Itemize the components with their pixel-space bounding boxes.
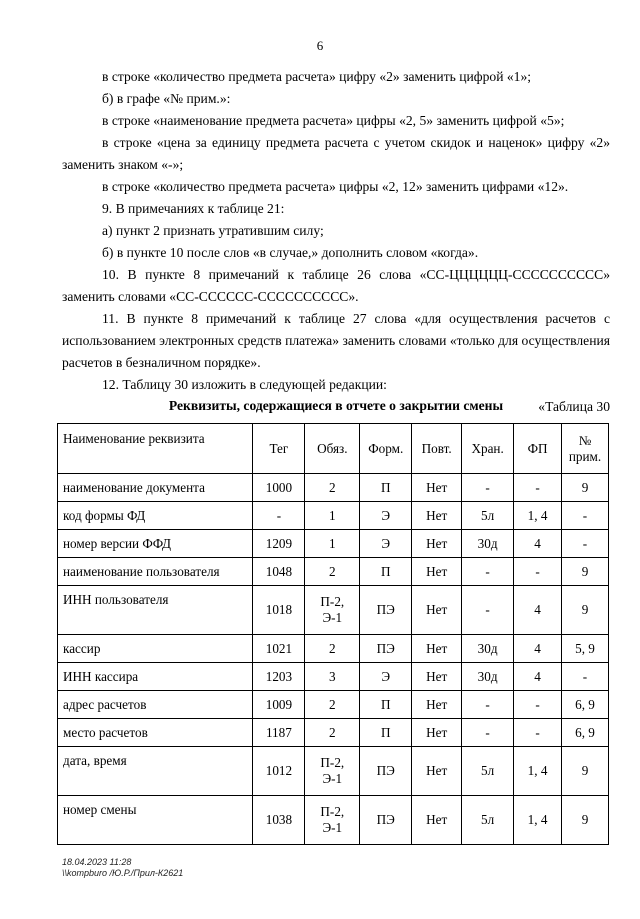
table-reference: «Таблица 30 <box>538 399 610 414</box>
table-cell: 1209 <box>253 530 305 558</box>
table-cell: 1, 4 <box>514 502 562 530</box>
table-cell: П <box>360 558 412 586</box>
column-header: Хран. <box>462 424 514 474</box>
table-cell: ПЭ <box>360 747 412 796</box>
paragraph: 12. Таблицу 30 изложить в следующей редакции: <box>102 377 387 392</box>
table-cell: адрес расчетов <box>58 691 253 719</box>
table-cell: дата, время <box>58 747 253 796</box>
table-cell: - <box>514 719 562 747</box>
table-cell: 1038 <box>253 796 305 845</box>
table-cell: 1 <box>305 530 360 558</box>
table-cell: Нет <box>412 796 462 845</box>
table-row <box>58 502 609 530</box>
table-title: Реквизиты, содержащиеся в отчете о закрытии смены <box>168 398 504 413</box>
table-row <box>58 796 609 845</box>
table-cell: 1187 <box>253 719 305 747</box>
footer-date: 18.04.2023 11:28 <box>62 857 132 867</box>
table-cell: Э <box>360 530 412 558</box>
table-cell: П <box>360 691 412 719</box>
table-cell: Нет <box>412 502 462 530</box>
table-cell: кассир <box>58 635 253 663</box>
table-cell: 1000 <box>253 474 305 502</box>
table-cell: 9 <box>561 796 608 845</box>
table-cell: 9 <box>561 747 608 796</box>
table-cell: Нет <box>412 530 462 558</box>
table-cell: П <box>360 474 412 502</box>
table-cell: 30д <box>462 663 514 691</box>
table-cell: ПЭ <box>360 796 412 845</box>
column-header: № прим. <box>561 424 608 474</box>
table-cell: 9 <box>561 558 608 586</box>
table-cell: - <box>561 530 608 558</box>
table-cell: 1012 <box>253 747 305 796</box>
table-cell: Нет <box>412 474 462 502</box>
table-cell: - <box>462 719 514 747</box>
table-cell: - <box>514 558 562 586</box>
column-header: Обяз. <box>305 424 360 474</box>
column-header: ФП <box>514 424 562 474</box>
table-cell: 4 <box>514 530 562 558</box>
table-cell: Нет <box>412 747 462 796</box>
table-row <box>58 747 609 796</box>
table-cell: наименование пользователя <box>58 558 253 586</box>
table-row <box>58 691 609 719</box>
table-cell: 1, 4 <box>514 796 562 845</box>
table-cell: 2 <box>305 474 360 502</box>
paragraph: 9. В примечаниях к таблице 21: <box>102 201 285 216</box>
table-cell: 4 <box>514 586 562 635</box>
table-cell: 30д <box>462 635 514 663</box>
table-cell: наименование документа <box>58 474 253 502</box>
table-cell: ИНН пользователя <box>58 586 253 635</box>
column-header: Форм. <box>360 424 412 474</box>
requisites-table <box>57 423 609 845</box>
table-cell: П <box>360 719 412 747</box>
table-cell: ПЭ <box>360 635 412 663</box>
table-cell: номер версии ФФД <box>58 530 253 558</box>
table-cell: Нет <box>412 691 462 719</box>
table-cell: 2 <box>305 719 360 747</box>
paragraph: б) в пункте 10 после слов «в случае,» дополнить словом «когда». <box>102 245 479 260</box>
table-row <box>58 663 609 691</box>
table-cell: Нет <box>412 586 462 635</box>
table-cell: место расчетов <box>58 719 253 747</box>
table-cell: 5л <box>462 796 514 845</box>
column-header: Тег <box>253 424 305 474</box>
table-cell: 1203 <box>253 663 305 691</box>
table-cell: код формы ФД <box>58 502 253 530</box>
table-cell: - <box>462 586 514 635</box>
table-cell: - <box>561 502 608 530</box>
paragraph: б) в графе «№ прим.»: <box>102 91 231 106</box>
footer-path: \\kompburo /Ю.Р./Прил-К2621 <box>62 868 184 878</box>
table-cell: 6, 9 <box>561 691 608 719</box>
table-cell: 1048 <box>253 558 305 586</box>
table-cell: 6, 9 <box>561 719 608 747</box>
paragraph: в строке «количество предмета расчета» цифру «2» заменить цифрой «1»; <box>102 69 532 84</box>
table-cell: П-2, Э-1 <box>305 796 360 845</box>
table-cell: П-2, Э-1 <box>305 747 360 796</box>
table-cell: 1 <box>305 502 360 530</box>
table-cell: 1021 <box>253 635 305 663</box>
paragraph: 10. В пункте 8 примечаний к таблице 26 слова «СС-ЦЦЦЦЦЦ-СССССССССС» заменить словами «СС-СССССС-СССССССССС». <box>62 267 610 304</box>
paragraph: в строке «наименование предмета расчета» цифры «2, 5» заменить цифрой «5»; <box>102 113 565 128</box>
table-cell: 2 <box>305 558 360 586</box>
table-cell: 3 <box>305 663 360 691</box>
table-row <box>58 474 609 502</box>
paragraph: 11. В пункте 8 примечаний к таблице 27 слова «для осуществления расчетов с использованием электронных средств платежа» заменить словами «только для осуществления расчетов в безналичном порядке». <box>62 311 610 370</box>
table-cell: Э <box>360 663 412 691</box>
table-cell: 5л <box>462 502 514 530</box>
table-cell: 5л <box>462 747 514 796</box>
table-cell: номер смены <box>58 796 253 845</box>
paragraph: а) пункт 2 признать утратившим силу; <box>102 223 324 238</box>
table-cell: 1, 4 <box>514 747 562 796</box>
table-cell: 4 <box>514 663 562 691</box>
paragraph: в строке «цена за единицу предмета расчета с учетом скидок и наценок» цифру «2» заменить знаком «-»; <box>62 135 610 172</box>
table-cell: 4 <box>514 635 562 663</box>
table-row <box>58 530 609 558</box>
table-cell: ПЭ <box>360 586 412 635</box>
table-cell: 2 <box>305 691 360 719</box>
table-cell: - <box>462 558 514 586</box>
table-cell: - <box>462 691 514 719</box>
table-cell: 2 <box>305 635 360 663</box>
column-header: Наименование реквизита <box>58 424 253 474</box>
table-header-row <box>58 424 609 474</box>
table-cell: Нет <box>412 558 462 586</box>
table-row <box>58 586 609 635</box>
table-cell: 5, 9 <box>561 635 608 663</box>
table-cell: 9 <box>561 474 608 502</box>
table-cell: Нет <box>412 719 462 747</box>
table-cell: Э <box>360 502 412 530</box>
table-cell: Нет <box>412 635 462 663</box>
table-cell: - <box>514 474 562 502</box>
page-number: 6 <box>316 38 324 53</box>
table-cell: 1009 <box>253 691 305 719</box>
table-row <box>58 558 609 586</box>
table-row <box>58 719 609 747</box>
table-cell: Нет <box>412 663 462 691</box>
paragraph: в строке «количество предмета расчета» цифры «2, 12» заменить цифрами «12». <box>102 179 569 194</box>
table-cell: 9 <box>561 586 608 635</box>
table-cell: П-2, Э-1 <box>305 586 360 635</box>
table-cell: - <box>253 502 305 530</box>
footer-stamp <box>62 857 183 879</box>
table-cell: 30д <box>462 530 514 558</box>
table-cell: ИНН кассира <box>58 663 253 691</box>
table-cell: - <box>462 474 514 502</box>
table-cell: - <box>561 663 608 691</box>
document-body <box>62 66 610 418</box>
table-cell: 1018 <box>253 586 305 635</box>
table-row <box>58 635 609 663</box>
table-cell: - <box>514 691 562 719</box>
column-header: Повт. <box>412 424 462 474</box>
